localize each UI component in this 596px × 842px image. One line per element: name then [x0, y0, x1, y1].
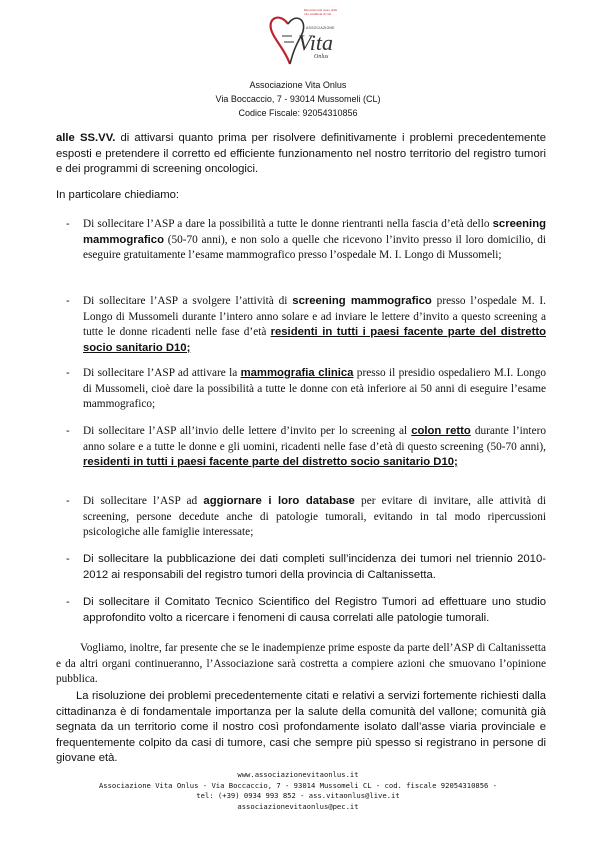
- footer-pec: associazionevitaonlus@pec.it: [237, 801, 359, 811]
- list-dash: -: [66, 367, 70, 379]
- footer-address: Associazione Vita Onlus - Via Boccaccio, 7 - 93014 Mussomeli CL - cod. fiscale 92054310856 -: [98, 780, 498, 790]
- list-dash: -: [66, 218, 70, 230]
- intro-addressee: alle SS.VV.: [56, 132, 116, 144]
- footer-website: www.associazionevitaonlus.it: [237, 770, 359, 779]
- header-tax-code: Codice Fiscale: 92054310856: [238, 108, 358, 118]
- emphasis-text: screening mammografico: [83, 218, 546, 246]
- header-org-name: Associazione Vita Onlus: [249, 80, 347, 90]
- request-item-1: Di sollecitare l’ASP a dare la possibilità a tutte le donne rientranti nella fascia d’età dello screening mammografico (50-70 anni), e non solo a quelle che ricevono l’invito presso il loro domicilio, di eseguire gratuitamente l’esame mammografico presso l’ospedale M. I. Longo di Mussomeli;: [83, 218, 546, 262]
- underlined-emphasis: residenti in tutti i paesi facente parte del distretto socio sanitario D10;: [83, 456, 458, 469]
- logo-name: Vita: [298, 30, 334, 55]
- request-item-6: Di sollecitare la pubblicazione dei dati completi sull’incidenza dei tumori nel triennio 2010-2012 ai responsabili del registro tumori della provincia di Caltanissetta.: [83, 553, 546, 581]
- request-item-4: Di sollecitare l’ASP all’invio delle lettere d’invito per lo screening al colon retto durante l’intero anno solare e a tutte le donne e gli uomini, ricadenti nelle fase d’età di questo screening (50-70 anni), residenti in tutti i paesi facente parte del distretto socio sanitario D10;: [83, 425, 546, 469]
- closing-paragraph-1: Vogliamo, inoltre, far presente che se le inadempienze prime esposte da parte dell’ASP di Caltanissetta e da altri organi continueranno, l’Associazione sarà costretta a compiere azioni che smuovano l’opinione pubblica.: [56, 642, 546, 685]
- request-item-5: Di sollecitare l’ASP ad aggiornare i loro database per evitare di invitare, alle attività di screening, persone decedute anche di patologie tumorali, evitando in tal modo ripercussioni psicologiche alle famiglie interessate;: [83, 495, 547, 539]
- intro-text: di attivarsi quanto prima per risolvere definitivamente i problemi precedentemente esposti e pretendere il corretto ed efficiente funzionamento nel nostro territorio del registro tumori e dei programmi di screening oncologici.: [56, 132, 546, 175]
- association-logo: [262, 6, 340, 68]
- list-dash: -: [66, 425, 70, 437]
- list-dash: -: [66, 596, 70, 608]
- logo-association-label: ASSOCIAZIONE: [306, 26, 335, 30]
- footer: [0, 770, 596, 812]
- list-dash: -: [66, 553, 70, 565]
- list-dash: -: [66, 495, 70, 507]
- request-item-3: Di sollecitare l’ASP ad attivare la mammografia clinica presso il presidio ospedaliero M.I. Longo di Mussomeli, cioè dare la possibilità a tutte le donne con età inferiore ai 50 anni di eseguire l’esame mammografico;: [83, 367, 546, 411]
- request-item-2: Di sollecitare l’ASP a svolgere l’attività di screening mammografico presso l’ospedale M. I. Longo di Mussomeli durante l’intero anno solare e ad inviare le lettere d’invito a questo screening a tutte le donne ricadenti nelle fase d’età residenti in tutti i paesi facente parte del distretto socio sanitario D10;: [83, 295, 546, 354]
- logo-tagline: Riscattarsi nel cuore della vita, testimoni di vita: [304, 8, 338, 16]
- footer-contacts: tel: (+39) 0934 993 852 - ass.vitaonlus@live.it: [196, 791, 400, 800]
- logo-onlus: Onlus: [314, 54, 329, 60]
- underlined-emphasis: residenti in tutti i paesi facente parte del distretto socio sanitario D10;: [83, 326, 546, 354]
- intro-paragraph: [56, 131, 546, 178]
- underlined-emphasis: mammografia clinica: [240, 367, 354, 379]
- request-item-7: Di sollecitare il Comitato Tecnico Scientifico del Registro Tumori ad effettuare uno studio approfondito volto a ricercare i fenomeni di causa correlati alle patologie tumorali.: [83, 596, 546, 624]
- request-heading: In particolare chiediamo:: [56, 189, 180, 201]
- header-address: Via Boccaccio, 7 - 93014 Mussomeli (CL): [215, 94, 381, 104]
- list-dash: -: [66, 295, 70, 307]
- emphasis-text: aggiornare i loro database: [203, 495, 355, 507]
- closing-paragraph-2: La risoluzione dei problemi precedentemente citati e relativi a servizi fortemente richiesti dalla cittadinanza è di fondamentale importanza per la salute della comunità del vallone; comunità già segnata da un territorio come il nostro così profondamente isolato dall’asse viaria provinciale e frequentemente colpito da casi di tumore, casi che sempre più spesso si registrano in persone di giovane età.: [56, 690, 546, 764]
- underlined-emphasis: colon retto: [411, 425, 471, 437]
- emphasis-text: screening mammografico: [292, 295, 432, 307]
